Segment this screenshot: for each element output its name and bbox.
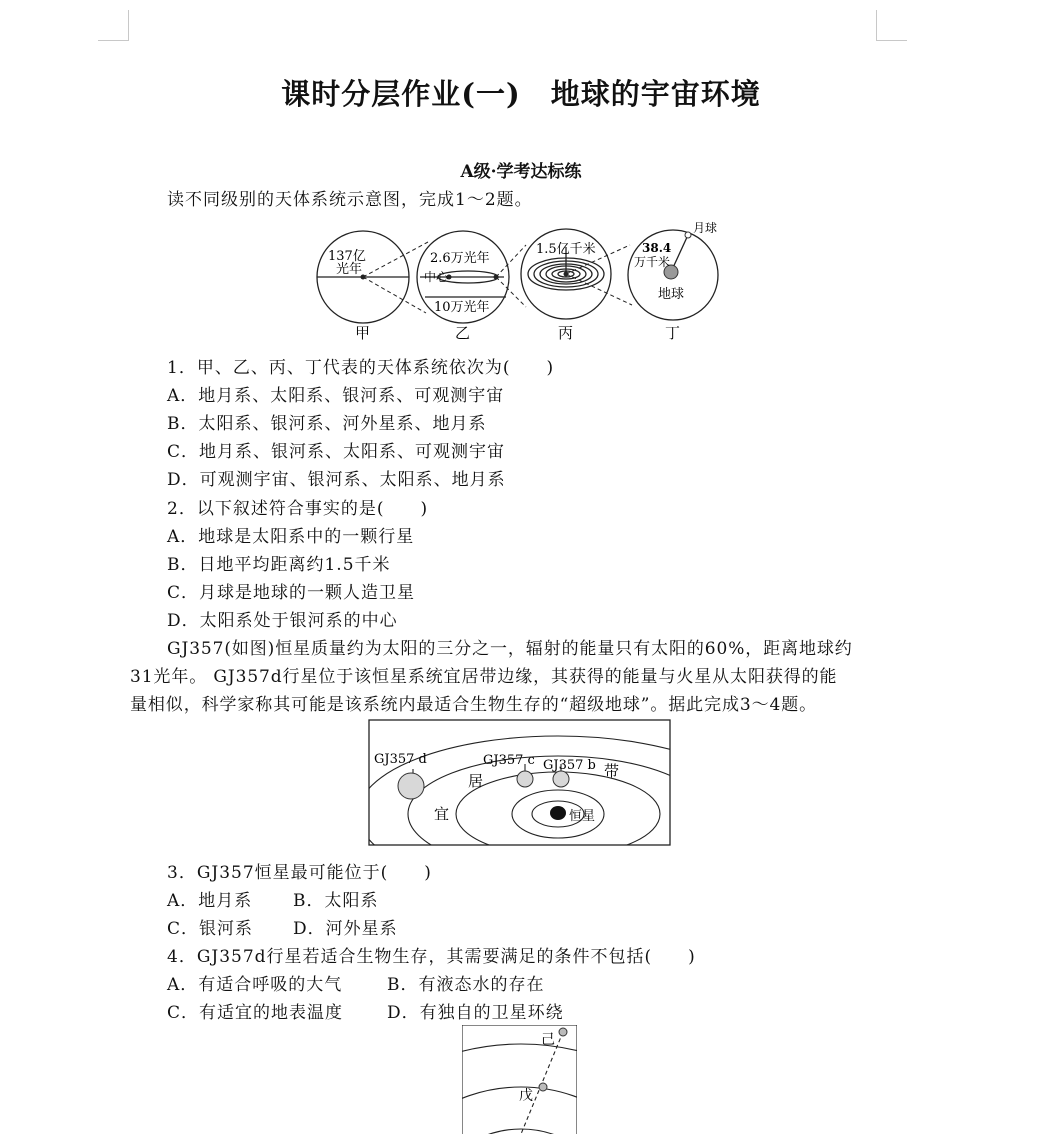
label-gj357b: GJ357 b — [543, 758, 596, 773]
q4-options-row-1 — [167, 970, 545, 995]
intro-text-1: 读不同级别的天体系统示意图，完成1～2题。 — [167, 190, 533, 210]
yi-center-label: 中心 — [424, 270, 449, 284]
q4-option-d: D．有独自的卫星环绕 — [387, 1003, 564, 1023]
passage-line-3: 量相似，科学家称其可能是该系统内最适合生物生存的“超级地球”。据此完成3～4题。 — [130, 695, 818, 715]
label-gj357d: GJ357 d — [374, 752, 427, 767]
crop-mark-right — [876, 10, 907, 41]
q3-option-d: D．河外星系 — [293, 919, 398, 939]
q1-option-b: B．太阳系、银河系、河外星系、地月系 — [167, 414, 487, 434]
bing-distance: 1.5亿千米 — [536, 242, 596, 257]
q3-option-b: B．太阳系 — [293, 891, 379, 911]
q3-option-a: A．地月系 — [167, 891, 253, 911]
orbit-figure — [461, 1024, 579, 1134]
q1-option-d: D．可观测宇宙、银河系、太阳系、地月系 — [167, 470, 506, 490]
q3-options-row-2 — [167, 914, 398, 939]
ding-distance: 38.4 — [642, 241, 672, 255]
moon-dot — [685, 232, 691, 238]
star-dot — [550, 806, 566, 820]
q1-stem: 1．甲、乙、丙、丁代表的天体系统依次为( ) — [167, 358, 555, 378]
passage-line-2: 31光年。 GJ357d行星位于该恒星系统宜居带边缘，其获得的能量与火星从太阳获得的能 — [130, 667, 838, 687]
q2-option-c: C．月球是地球的一颗人造卫星 — [167, 583, 416, 603]
label-ding: 丁 — [665, 324, 681, 342]
label-wu: 戊 — [519, 1088, 533, 1104]
planet-b — [553, 771, 569, 787]
label-bing: 丙 — [558, 324, 574, 342]
q2-option-b: B．日地平均距离约1.5千米 — [167, 555, 391, 575]
label-yi: 宜 — [434, 805, 450, 823]
q3-options-row-1 — [167, 886, 379, 911]
label-dai: 带 — [604, 762, 620, 780]
jia-unit: 光年 — [336, 262, 363, 277]
crop-mark-left — [98, 10, 129, 41]
q4-stem: 4．GJ357d行星若适合生物生存，其需要满足的条件不包括( ) — [167, 947, 696, 967]
point-ji — [559, 1028, 567, 1036]
celestial-systems-figure — [300, 215, 740, 345]
moon-label: 月球 — [693, 221, 718, 235]
planet-c — [517, 771, 533, 787]
q3-stem: 3．GJ357恒星最可能位于( ) — [167, 863, 432, 883]
point-wu — [539, 1083, 547, 1091]
planet-d — [398, 773, 424, 799]
earth-label: 地球 — [658, 287, 685, 302]
yi-top-label: 2.6万光年 — [430, 251, 490, 266]
label-yi: 乙 — [455, 324, 471, 342]
label-ju: 居 — [468, 772, 484, 790]
q2-option-a: A．地球是太阳系中的一颗行星 — [167, 527, 415, 547]
q4-options-row-2 — [167, 998, 564, 1023]
label-gj357c: GJ357 c — [483, 753, 535, 768]
title-main: 课时分层作业(一) — [281, 77, 521, 111]
label-jia: 甲 — [355, 324, 371, 342]
label-ji: 己 — [541, 1032, 555, 1048]
q1-option-c: C．地月系、银河系、太阳系、可观测宇宙 — [167, 442, 506, 462]
q2-stem: 2．以下叙述符合事实的是( ) — [167, 499, 429, 519]
q4-option-c: C．有适宜的地表温度 — [167, 1003, 344, 1023]
ding-unit: 万千米 — [634, 255, 671, 269]
gj357-figure — [368, 719, 672, 847]
q3-option-c: C．银河系 — [167, 919, 254, 939]
q1-option-a: A．地月系、太阳系、银河系、可观测宇宙 — [167, 386, 505, 406]
q4-option-a: A．有适合呼吸的大气 — [167, 975, 343, 995]
passage-line-1: GJ357(如图)恒星质量约为太阳的三分之一，辐射的能量只有太阳的60%，距离地球约 — [167, 639, 853, 659]
label-star: 恒星 — [569, 809, 596, 824]
yi-bottom-label: 10万光年 — [434, 300, 490, 315]
section-label: A级·学考达标练 — [460, 162, 582, 182]
title-sub: 地球的宇宙环境 — [550, 77, 761, 111]
page-title — [0, 72, 1042, 113]
q2-option-d: D．太阳系处于银河系的中心 — [167, 611, 398, 631]
q4-option-b: B．有液态水的存在 — [387, 975, 545, 995]
jia-distance: 137亿 — [328, 249, 366, 264]
